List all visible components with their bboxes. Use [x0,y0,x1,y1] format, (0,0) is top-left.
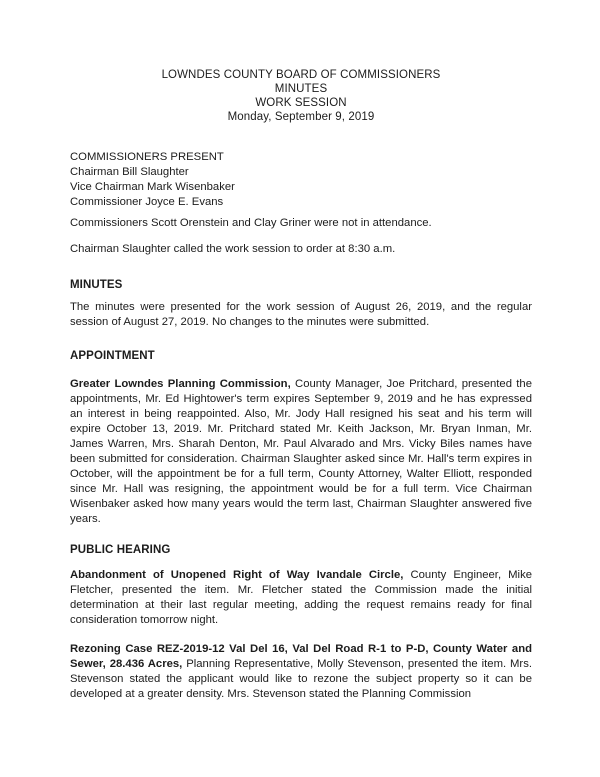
organization-title: LOWNDES COUNTY BOARD OF COMMISSIONERS [161,69,441,81]
roster-member: Commissioner Joyce E. Evans [70,196,224,208]
section-heading-minutes: MINUTES [70,279,123,291]
roster-label: COMMISSIONERS PRESENT [70,151,224,163]
paragraph-text: County Engineer, Mike Fletcher, presented the item. Mr. Fletcher stated the Commission made the initial determination at their last regular meeting, adding the request remains ready for final consideration tomorrow night. [70,569,533,626]
paragraph-lead: Abandonment of Unopened Right of Way Ivandale Circle, [70,569,404,581]
session-date: Monday, September 9, 2019 [227,111,375,123]
roster-member: Vice Chairman Mark Wisenbaker [70,181,235,193]
paragraph-text: County Manager, Joe Pritchard, presented the appointments, Mr. Ed Hightower's term expires September 9, 2019 and he has expressed an interest in being reappointed. Also, Mr. Jody Hall resigned his seat and his term will expire October 13, 2019. Mr. Pritchard stated Mr. Keith Jackson, Mr. Bryan Inman, Mr. James Warren, Mrs. Sharah Denton, Mr. Paul Alvarado and Mrs. Vicky Biles names have been submitted for consideration. Chairman Slaughter asked since Mr. Hall's term expires in October, will the appointment be for a full term, County Attorney, Walter Elliott, responded since Mr. Hall was resigning, the appointment would be for a full term. Vice Chairman Wisenbaker asked how many years would the term last, Chairman Slaughter answered five years. [70,378,532,525]
document-type-title: MINUTES [274,83,328,95]
rezoning-paragraph [70,642,532,702]
minutes-paragraph [70,300,532,330]
section-minutes [70,278,532,330]
appointment-paragraph [70,377,532,527]
section-public-hearing [70,543,532,702]
section-appointment [70,349,532,527]
section-heading-public-hearing: PUBLIC HEARING [70,544,171,556]
session-type-title: WORK SESSION [255,97,347,109]
document-header [70,68,532,124]
call-to-order-note: Chairman Slaughter called the work session to order at 8:30 a.m. [70,243,396,255]
absence-note: Commissioners Scott Orenstein and Clay Griner were not in attendance. [70,217,432,229]
paragraph-lead: Greater Lowndes Planning Commission, [70,378,291,390]
section-heading-appointment: APPOINTMENT [70,350,155,362]
roster-member: Chairman Bill Slaughter [70,166,189,178]
paragraph-lead: Rezoning Case REZ-2019-12 Val Del 16, Val Del Road R-1 to P-D, County Water and Sewer, 28.436 Acres, [70,643,532,670]
paragraph-text: Planning Representative, Molly Stevenson, presented the item. Mrs. Stevenson stated the applicant would like to rezone the subject property so it can be developed at a greater density. Mrs. Stevenson stated the Planning Commission [70,658,532,700]
paragraph-text: The minutes were presented for the work session of August 26, 2019, and the regular session of August 27, 2019. No changes to the minutes were submitted. [70,301,532,328]
commissioners-present-roster [70,150,532,210]
abandonment-paragraph [70,568,532,628]
